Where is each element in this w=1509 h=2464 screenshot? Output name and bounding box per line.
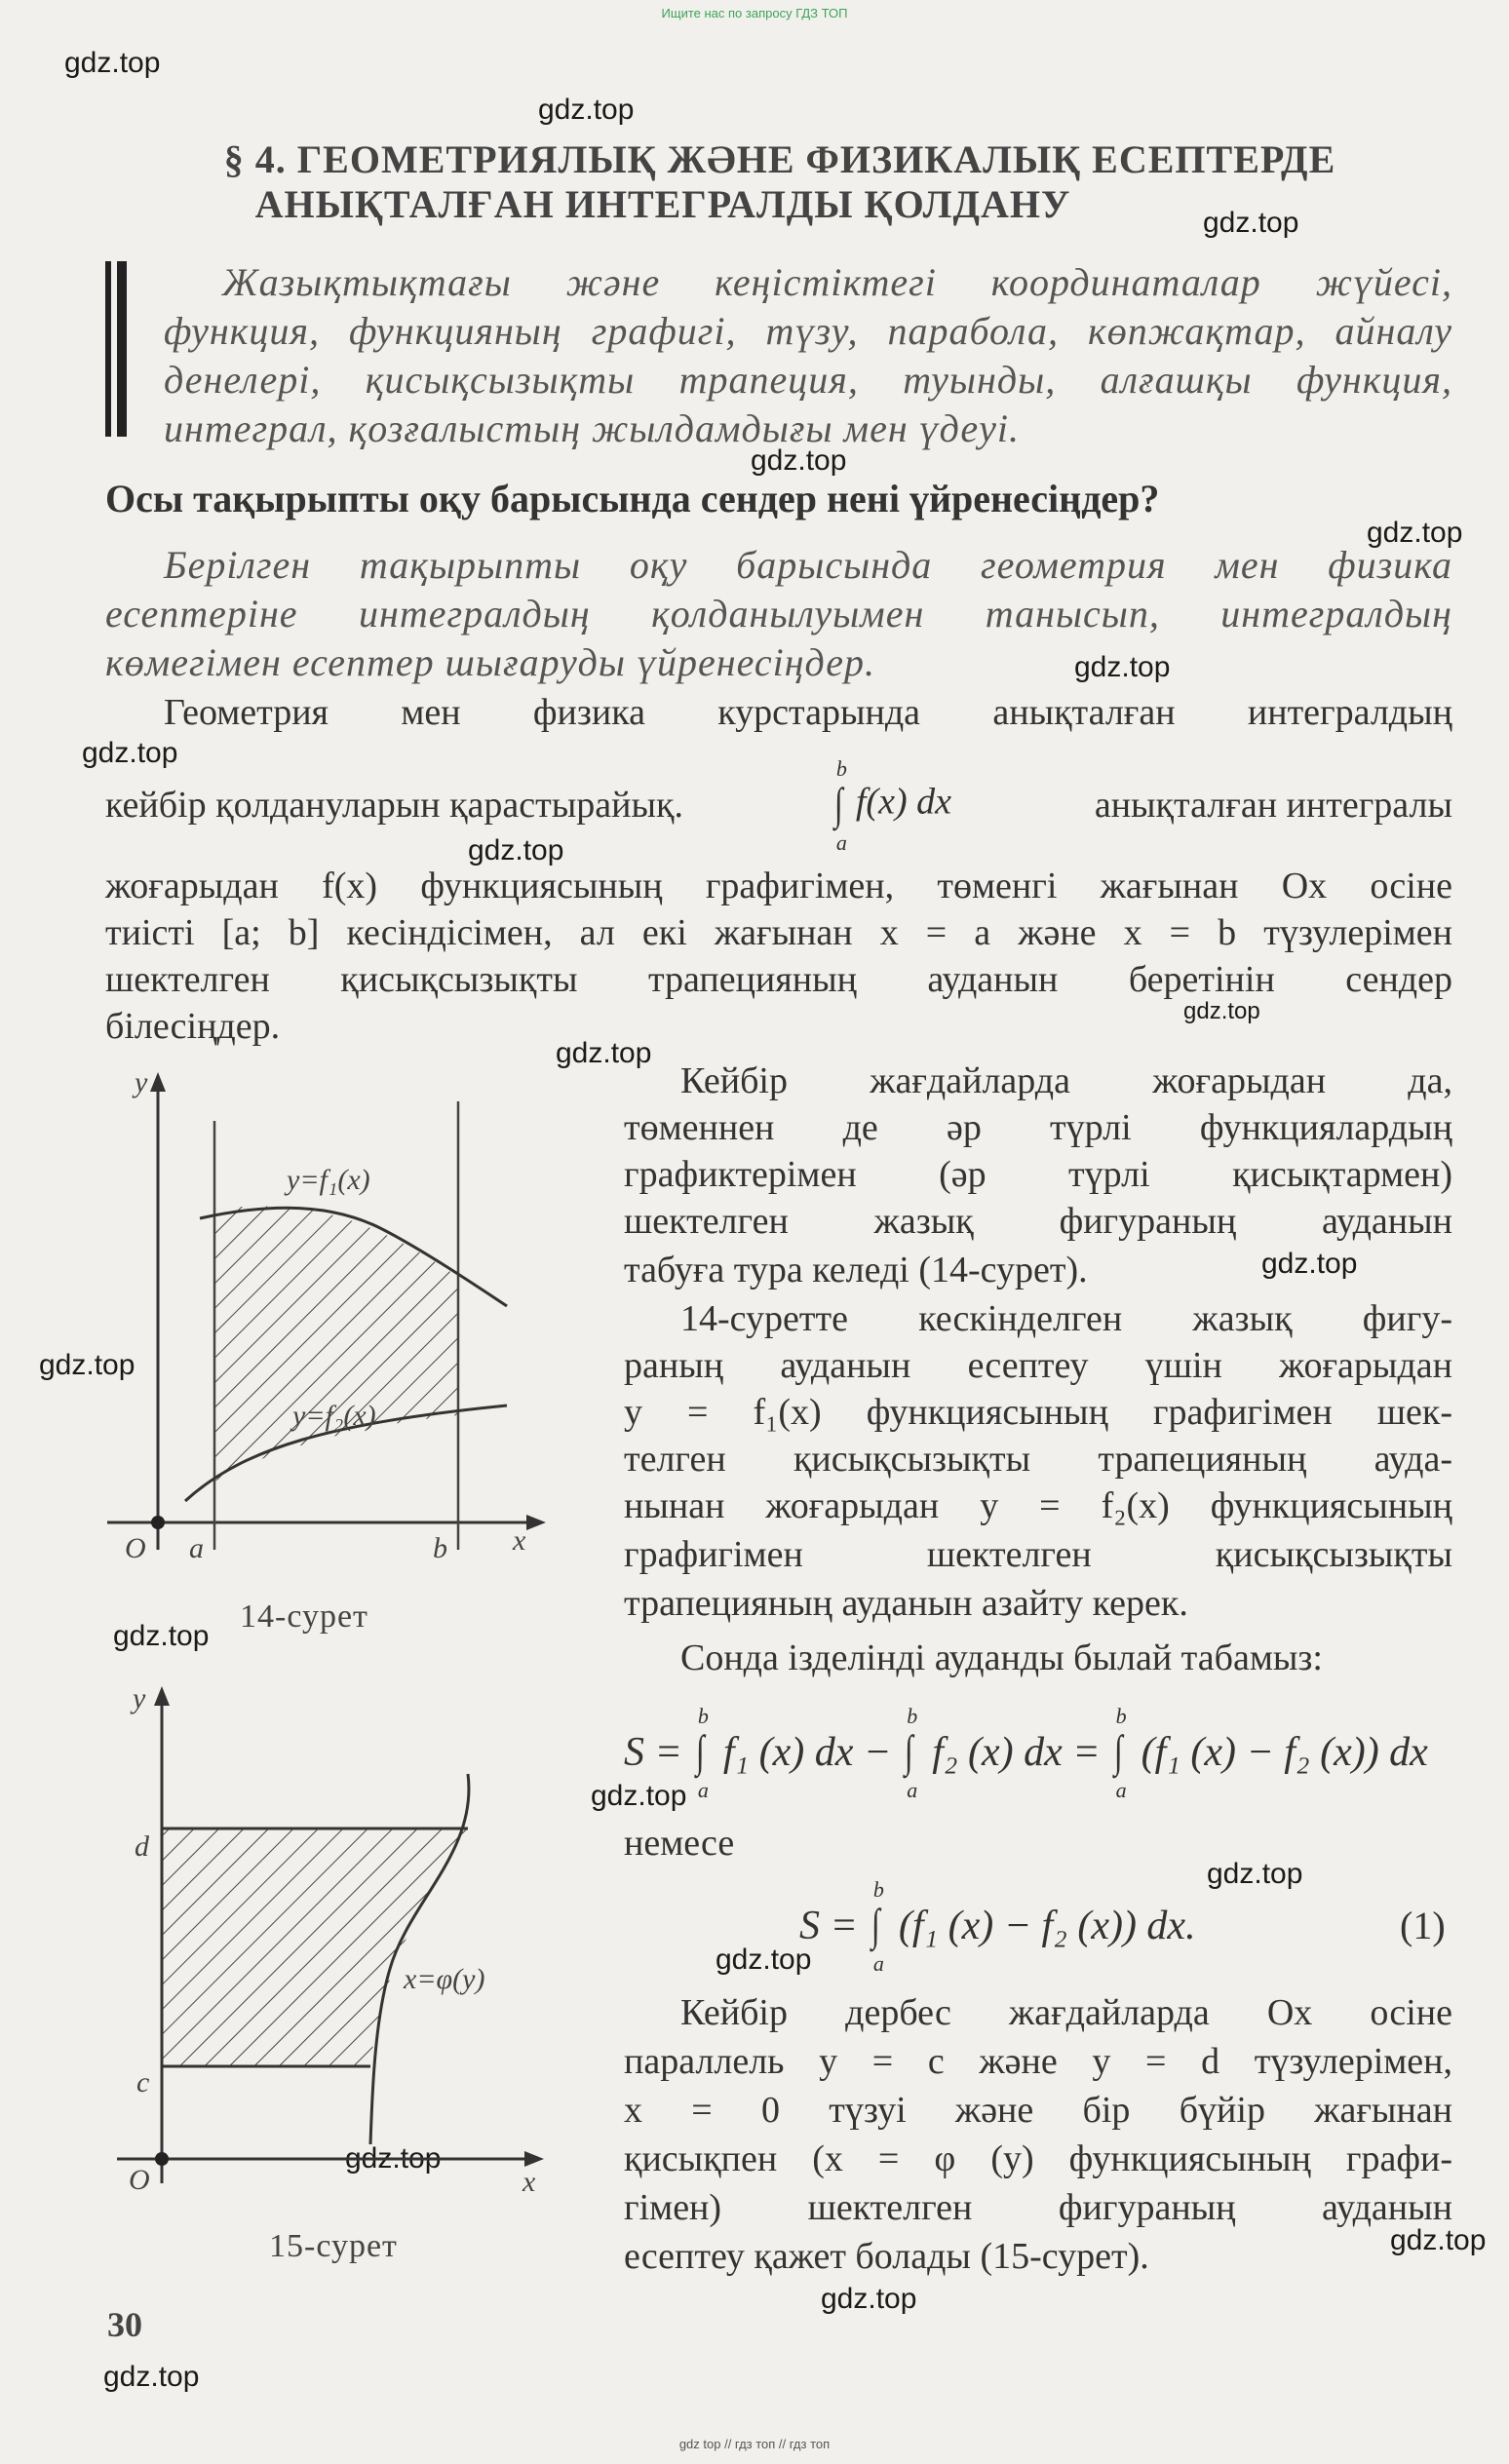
formula-1: S = ∫ b a (f₁ (x) − f₂ (x)) dx. xyxy=(799,1877,1196,1976)
origin-point xyxy=(155,2152,169,2166)
origin-point xyxy=(151,1516,165,1529)
para2-line: шектелген жазық фигураның ауданын xyxy=(624,1201,1452,1242)
formula-number: (1) xyxy=(1400,1904,1446,1947)
para3-line: y = f₁(x) функциясының графигімен шек- xyxy=(624,1392,1452,1433)
intro-line: Геометрия мен физика курстарында анықталған интегралдың xyxy=(164,692,1452,733)
site-banner: Ищите нас по запросу ГДЗ ТОП xyxy=(661,6,848,20)
phi-label: x=φ(y) xyxy=(404,1963,485,1995)
watermark: gdz.top xyxy=(1203,207,1299,239)
para5-line: x = 0 түзуі және бір бүйір жағынан xyxy=(624,2090,1452,2131)
watermark: gdz.top xyxy=(1261,1248,1358,1280)
integral-sign: ∫ b a xyxy=(833,756,847,855)
watermark: gdz.top xyxy=(1183,998,1260,1024)
watermark: gdz.top xyxy=(751,444,847,477)
a-label: a xyxy=(189,1532,204,1564)
para3-line: трапецияның ауданын азайту керек. xyxy=(624,1583,1188,1624)
para5-line: Кейбір дербес жағдайларда Ox осіне xyxy=(680,1992,1452,2033)
hatched-area xyxy=(162,1829,468,2066)
origin-label: O xyxy=(129,2164,150,2196)
para4-line: Сонда ізделінді ауданды былай табамыз: xyxy=(680,1637,1323,1678)
para2-line: Кейбір жағдайларда жоғарыдан да, xyxy=(680,1060,1452,1101)
d-label: d xyxy=(135,1830,149,1863)
learning-question: Осы тақырыпты оқу барысында сендер нені үйренесіңдер? xyxy=(105,477,1160,520)
intro-line: тиісті [a; b] кесіндісімен, ал екі жағынан x = a және x = b түзулерімен xyxy=(105,912,1452,953)
goal-line: көмегімен есептер шығаруды үйренесіңдер. xyxy=(105,640,876,684)
f2-label: y=f₂(x) xyxy=(292,1400,376,1432)
goal-line: есептеріне интегралдың қолданылуымен танысып, интегралдың xyxy=(105,592,1452,635)
origin-label: O xyxy=(125,1532,146,1564)
para2-line: төменнен де әр түрлі функциялардың xyxy=(624,1107,1452,1148)
y-axis-arrow xyxy=(150,1072,166,1092)
para5-line: есептеу қажет болады (15-сурет). xyxy=(624,2236,1149,2277)
f1-label: y=f₁(x) xyxy=(287,1164,370,1196)
c-label: c xyxy=(136,2066,150,2098)
watermark: gdz.top xyxy=(1074,651,1171,683)
para2-line: табуға тура келеді (14-сурет). xyxy=(624,1250,1088,1290)
para2-line: графиктерімен (әр түрлі қисықтармен) xyxy=(624,1154,1452,1195)
para5-line: параллель y = c және y = d түзулерімен, xyxy=(624,2041,1452,2082)
goal-line: Берілген тақырыпты оқу барысында геометрия мен физика xyxy=(164,543,1452,587)
or-word: немесе xyxy=(624,1823,735,1864)
page-number: 30 xyxy=(107,2305,142,2344)
para3-line: 14-суретте кескінделген жазық фигу- xyxy=(680,1298,1452,1339)
watermark: gdz.top xyxy=(468,834,564,866)
x-axis-arrow xyxy=(524,2151,544,2167)
figure-14 xyxy=(88,1062,575,1608)
watermark: gdz.top xyxy=(821,2283,917,2315)
b-label: b xyxy=(433,1532,447,1564)
hatched-area xyxy=(214,1207,458,1482)
watermark: gdz.top xyxy=(1367,517,1463,549)
formula-area-difference: S = ∫ b a f₁ (x) dx − ∫ b a f₂ (x) dx = ∫ b a (f₁ (x) − f₂ (x)) dx xyxy=(624,1704,1428,1802)
intro-line: шектелген қисықсызықты трапецияның ауданын беретінін сендер xyxy=(105,959,1452,1000)
para5-line: қисықпен (x = φ (y) функциясының графи- xyxy=(624,2138,1452,2179)
section-title-line2: АНЫҚТАЛҒАН ИНТЕГРАЛДЫ ҚОЛДАНУ xyxy=(254,182,1071,226)
section-title-line1: § 4. ГЕОМЕТРИЯЛЫҚ ЖӘНЕ ФИЗИКАЛЫҚ ЕСЕПТЕРДЕ xyxy=(223,137,1336,181)
y-axis-label: y xyxy=(133,1682,146,1714)
watermark: gdz.top xyxy=(64,47,161,79)
intro-line: жоғарыдан f(x) функциясының графигімен, төменгі жағынан Ox осіне xyxy=(105,866,1452,906)
y-axis-arrow xyxy=(154,1686,170,1706)
x-axis-label: x xyxy=(522,2166,536,2198)
keywords-line: функция, функцияның графигі, түзу, парабола, көпжақтар, айналу xyxy=(164,309,1452,353)
x-axis-arrow xyxy=(526,1515,546,1530)
integral-expression: ∫ b a f(x) dx xyxy=(827,778,951,832)
keywords-line: денелері, қисықсызықты трапеция, туынды, алғашқы функция, xyxy=(164,358,1452,402)
integral-sign: ∫ b a xyxy=(1113,1704,1127,1802)
integral-sign: ∫ b a xyxy=(905,1704,918,1802)
figure-14-caption: 14-сурет xyxy=(240,1598,368,1635)
watermark: gdz.top xyxy=(556,1037,652,1069)
figure-15 xyxy=(97,1676,565,2203)
para3-line: телген қисықсызықты трапецияның ауда- xyxy=(624,1439,1452,1480)
keywords-bar xyxy=(105,261,127,437)
figure-15-caption: 15-сурет xyxy=(269,2228,398,2264)
watermark: gdz.top xyxy=(345,2142,442,2175)
para3-line: раның ауданын есептеу үшін жоғарыдан xyxy=(624,1345,1452,1386)
para3-line: графигімен шектелген қисықсызықты xyxy=(624,1534,1452,1575)
y-axis-label: y xyxy=(135,1066,148,1098)
watermark: gdz.top xyxy=(538,94,635,126)
intro-line: білесіңдер. xyxy=(105,1006,281,1047)
watermark: gdz.top xyxy=(1207,1858,1303,1890)
integral-sign: ∫ b a xyxy=(695,1704,709,1802)
watermark: gdz.top xyxy=(82,737,178,769)
x-axis-label: x xyxy=(513,1524,526,1557)
watermark: gdz.top xyxy=(591,1780,687,1812)
watermark: gdz.top xyxy=(39,1349,135,1381)
watermark: gdz.top xyxy=(716,1944,812,1976)
para5-line: гімен) шектелген фигураның ауданын xyxy=(624,2187,1452,2228)
para3-line: нынан жоғарыдан y = f₂(x) функциясының xyxy=(624,1485,1452,1526)
intro-text: анықталған интегралы xyxy=(1094,785,1452,826)
integral-sign: ∫ b a xyxy=(871,1877,884,1976)
watermark: gdz.top xyxy=(103,2361,200,2393)
keywords-line: интеграл, қозғалыстың жылдамдығы мен үдеуі. xyxy=(164,406,1021,450)
watermark: gdz.top xyxy=(1390,2224,1487,2256)
site-footer: gdz top // гдз топ // гдз топ xyxy=(678,2437,831,2451)
keywords-line: Жазықтықтағы және кеңістіктегі координаталар жүйесі, xyxy=(222,260,1452,304)
intro-text: кейбір қолдануларын қарастырайық. xyxy=(105,785,683,826)
watermark: gdz.top xyxy=(113,1620,210,1652)
